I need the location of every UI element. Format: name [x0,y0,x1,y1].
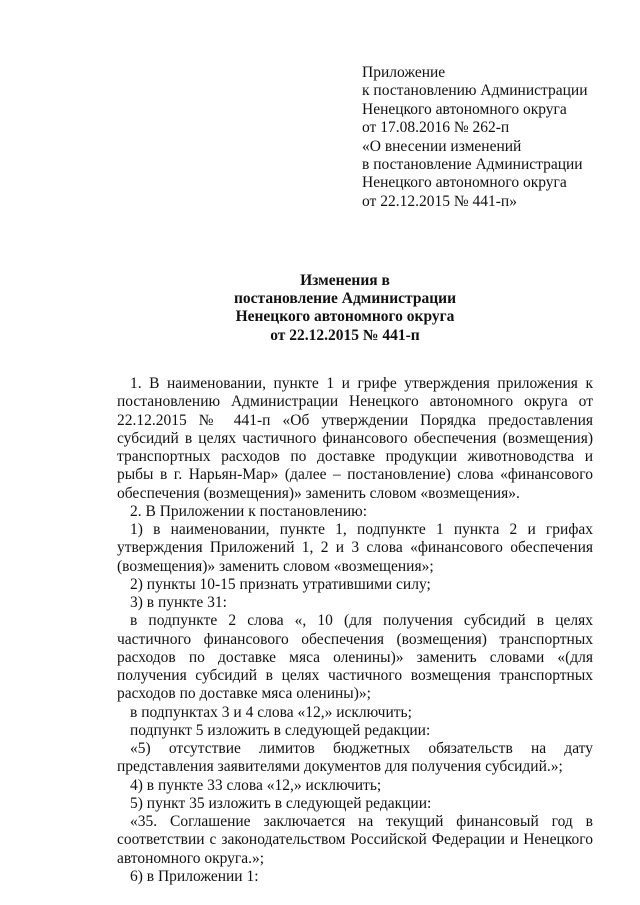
document-body [117,375,593,886]
appendix-line: в постановление Администрации [362,156,583,174]
appendix-line: к постановлению Администрации [362,82,588,100]
paragraph-subitem-2: 2) пункты 10-15 признать утратившими силу; [130,575,431,593]
paragraph-subitem-4: 4) в пункте 33 слова «12,» исключить; [130,776,382,794]
appendix-line: от 22.12.2015 № 441-п» [362,192,517,210]
appendix-line: Ненецкого автономного округа [362,174,567,192]
paragraph-subitem-3: 3) в пункте 31: [130,594,227,611]
document-title [120,272,570,345]
paragraph-subitem-5-text: «35. Соглашение заключается на текущий финансовый год в соответствии с законодательством Российской Федерации и Ненецкого автономного округа.»; [117,813,593,867]
paragraph-subitem-3-part-b: в подпунктах 3 и 4 слова «12,» исключить; [130,703,412,721]
title-line: постановление Администрации [234,290,456,308]
appendix-line: Приложение [362,64,446,81]
paragraph-subitem-3-part-c: подпункт 5 изложить в следующей редакции: [130,721,431,739]
appendix-line: «О внесении изменений [362,137,522,155]
paragraph-subitem-1: 1) в наименовании, пункте 1, подпункте 1 пункта 2 и грифах утверждения Приложений 1, 2 и 3 слова «финансового обеспечения (возмещения)» заменить словом «возмещения»; [117,521,593,575]
paragraph-item-1: 1. В наименовании, пункте 1 и грифе утверждения приложения к постановлению Администрации Ненецкого автономного округа от 22.12.2015 № 441-п «Об утверждении Порядка предоставления субсидий в целях частичного финансового обеспечения (возмещения) транспортных расходов по доставке продукции животноводства и рыбы в г. Нарьян-Мар» (далее – постановление) слова «финансового обеспечения (возмещения)» заменить словом «возмещения». [117,375,593,502]
appendix-line: Ненецкого автономного округа [362,100,567,118]
paragraph-subitem-3-part-a: в подпункте 2 слова «, 10 (для получения субсидий в целях частичного финансового обеспечения (возмещения) транспортных расходов по доставке мяса оленины)» заменить словами «(для получения субсидий в целях частичного возмещения транспортных расходов по доставке мяса оленины)»; [117,612,593,703]
appendix-header [362,64,622,211]
paragraph-subitem-5: 5) пункт 35 изложить в следующей редакции: [130,794,432,812]
paragraph-subitem-6: 6) в Приложении 1: [130,867,259,885]
paragraph-item-2: 2. В Приложении к постановлению: [130,502,368,520]
title-line: Ненецкого автономного округа [235,308,455,326]
appendix-line: от 17.08.2016 № 262-п [362,119,510,137]
title-line: Изменения в [300,272,390,289]
paragraph-subitem-3-part-d: «5) отсутствие лимитов бюджетных обязательств на дату представления заявителями документов для получения субсидий.»; [117,740,593,776]
title-line: от 22.12.2015 № 441-п [270,326,420,344]
